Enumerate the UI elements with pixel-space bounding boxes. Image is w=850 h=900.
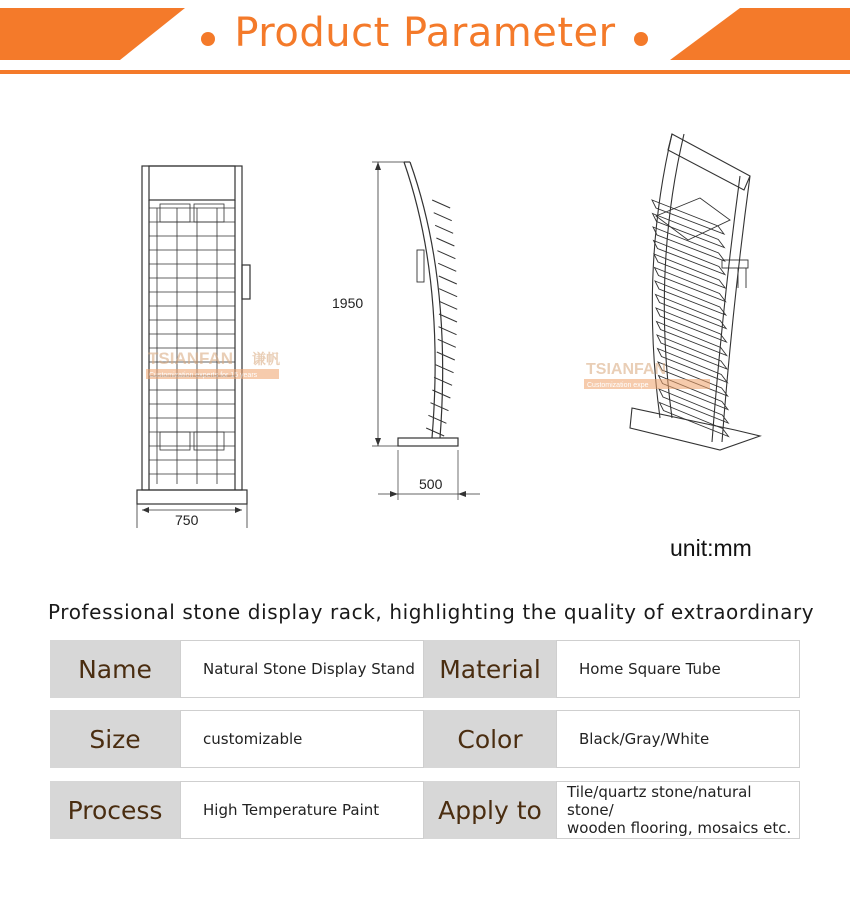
param-value-material: Home Square Tube [556, 640, 800, 698]
param-value-name: Natural Stone Display Stand [180, 640, 424, 698]
apply-to-line-2: wooden flooring, mosaics etc. [567, 819, 792, 837]
front-shelves [149, 204, 235, 484]
product-tagline: Professional stone display rack, highlighting the quality of extraordinary [48, 600, 815, 624]
param-label-name: Name [50, 640, 180, 698]
param-label-apply-to: Apply to [424, 781, 556, 839]
param-label-process: Process [50, 781, 180, 839]
svg-text:Customization expe: Customization expe [587, 382, 649, 389]
param-label-material: Material [424, 640, 556, 698]
param-value-apply-to [556, 781, 800, 839]
front-width-label: 750 [175, 512, 199, 528]
technical-drawings [0, 100, 850, 540]
param-value-color: Black/Gray/White [556, 710, 800, 768]
three-d-watermark [584, 361, 710, 389]
param-row-size [50, 710, 800, 770]
param-label-size: Size [50, 710, 180, 768]
page-title: Product Parameter [234, 10, 616, 56]
header-underline [0, 70, 850, 74]
svg-text:Customization experts for 15 y: Customization experts for 15 years [149, 372, 258, 379]
front-watermark [146, 349, 280, 379]
param-row-process [50, 781, 800, 841]
unit-label: unit:mm [670, 535, 752, 561]
svg-text:TSIANFAN: TSIANFAN [148, 349, 233, 368]
header-banner [0, 0, 850, 80]
svg-text:TSIANFAN: TSIANFAN [586, 361, 666, 378]
side-view-drawing [372, 162, 480, 500]
three-d-shelves [652, 198, 730, 437]
side-height-label: 1950 [332, 295, 364, 311]
front-view-drawing [137, 166, 250, 528]
apply-to-line-1: Tile/quartz stone/natural stone/ [567, 783, 752, 819]
param-row-name [50, 640, 800, 700]
svg-text:谦帆: 谦帆 [252, 351, 280, 367]
param-value-size: customizable [180, 710, 424, 768]
right-bullet-dot [634, 32, 648, 46]
side-depth-label: 500 [419, 476, 443, 492]
param-value-process: High Temperature Paint [180, 781, 424, 839]
three-d-view-drawing [630, 134, 760, 450]
param-label-color: Color [424, 710, 556, 768]
